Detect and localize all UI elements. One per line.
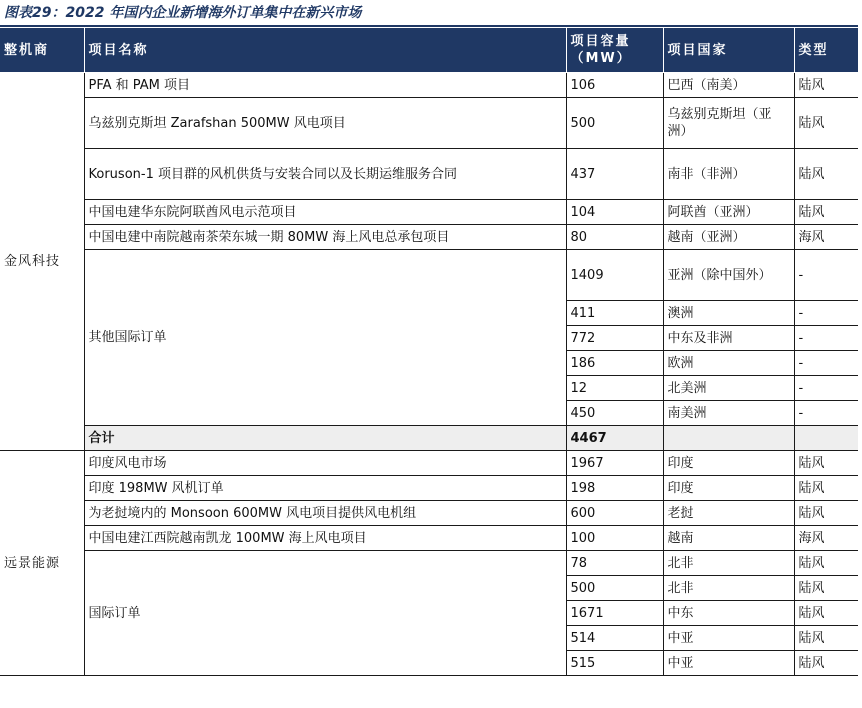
country-cell: 印度 [663,451,794,476]
capacity-cell: 80 [566,225,663,250]
project-cell: PFA 和 PAM 项目 [84,73,566,98]
type-cell: 海风 [794,526,858,551]
capacity-cell: 600 [566,501,663,526]
total-value: 4467 [566,426,663,451]
capacity-cell: 1409 [566,250,663,301]
type-cell: 陆风 [794,149,858,200]
table-row [0,476,858,501]
table-row [0,551,858,576]
capacity-cell: 514 [566,626,663,651]
capacity-cell: 437 [566,149,663,200]
total-label: 合计 [84,426,566,451]
header-country: 项目国家 [663,28,794,73]
country-cell: 北非 [663,551,794,576]
total-row [0,426,858,451]
header-vendor: 整机商 [0,28,84,73]
capacity-cell: 515 [566,651,663,676]
country-cell: 巴西（南美） [663,73,794,98]
capacity-cell: 100 [566,526,663,551]
project-cell: 中国电建江西院越南凯龙 100MW 海上风电项目 [84,526,566,551]
country-cell: 阿联酋（亚洲） [663,200,794,225]
country-cell: 北非 [663,576,794,601]
project-cell: Koruson-1 项目群的风机供货与安装合同以及长期运维服务合同 [84,149,566,200]
project-cell: 乌兹别克斯坦 Zarafshan 500MW 风电项目 [84,98,566,149]
country-cell: 老挝 [663,501,794,526]
type-cell: - [794,301,858,326]
capacity-cell: 106 [566,73,663,98]
capacity-cell: 186 [566,351,663,376]
vendor-cell-goldwind: 金风科技 [0,73,84,451]
country-cell: 中亚 [663,651,794,676]
type-cell: 陆风 [794,200,858,225]
capacity-cell: 450 [566,401,663,426]
country-cell: 印度 [663,476,794,501]
header-type: 类型 [794,28,858,73]
country-cell: 南非（非洲） [663,149,794,200]
intl-orders-label: 国际订单 [84,551,566,676]
type-cell: 陆风 [794,451,858,476]
type-cell: 陆风 [794,651,858,676]
total-empty-country [663,426,794,451]
table-row [0,149,858,200]
capacity-cell: 78 [566,551,663,576]
capacity-cell: 104 [566,200,663,225]
table-row [0,501,858,526]
type-cell: - [794,250,858,301]
country-cell: 越南（亚洲） [663,225,794,250]
table-row [0,225,858,250]
other-orders-label: 其他国际订单 [84,250,566,426]
country-cell: 亚洲（除中国外） [663,250,794,301]
country-cell: 越南 [663,526,794,551]
type-cell: 陆风 [794,551,858,576]
type-cell: 陆风 [794,98,858,149]
type-cell: 陆风 [794,626,858,651]
capacity-cell: 411 [566,301,663,326]
vendor-cell-envision: 远景能源 [0,451,84,676]
type-cell: 陆风 [794,576,858,601]
type-cell: 陆风 [794,476,858,501]
country-cell: 中东及非洲 [663,326,794,351]
type-cell: - [794,401,858,426]
capacity-cell: 1671 [566,601,663,626]
country-cell: 澳洲 [663,301,794,326]
capacity-cell: 198 [566,476,663,501]
table-row [0,73,858,98]
total-empty-type [794,426,858,451]
project-cell: 印度 198MW 风机订单 [84,476,566,501]
country-cell: 北美洲 [663,376,794,401]
type-cell: - [794,351,858,376]
table-row [0,98,858,149]
capacity-cell: 772 [566,326,663,351]
project-cell: 印度风电市场 [84,451,566,476]
country-cell: 南美洲 [663,401,794,426]
capacity-cell: 1967 [566,451,663,476]
type-cell: 陆风 [794,601,858,626]
type-cell: 陆风 [794,73,858,98]
project-cell: 中国电建华东院阿联酋风电示范项目 [84,200,566,225]
type-cell: 海风 [794,225,858,250]
project-cell: 中国电建中南院越南茶荣东城一期 80MW 海上风电总承包项目 [84,225,566,250]
type-cell: - [794,376,858,401]
table-row [0,451,858,476]
header-row [0,28,858,73]
header-project: 项目名称 [84,28,566,73]
type-cell: - [794,326,858,351]
country-cell: 乌兹别克斯坦（亚洲） [663,98,794,149]
capacity-cell: 500 [566,98,663,149]
capacity-cell: 500 [566,576,663,601]
table-row [0,250,858,301]
header-capacity: 项目容量（MW） [566,28,663,73]
project-cell: 为老挝境内的 Monsoon 600MW 风电项目提供风电机组 [84,501,566,526]
type-cell: 陆风 [794,501,858,526]
country-cell: 中东 [663,601,794,626]
country-cell: 欧洲 [663,351,794,376]
title-rule [0,25,858,27]
capacity-cell: 12 [566,376,663,401]
table-row [0,200,858,225]
country-cell: 中亚 [663,626,794,651]
table-row [0,526,858,551]
figure-title: 图表29：2022 年国内企业新增海外订单集中在新兴市场 [4,5,362,21]
overseas-orders-table [0,28,858,676]
